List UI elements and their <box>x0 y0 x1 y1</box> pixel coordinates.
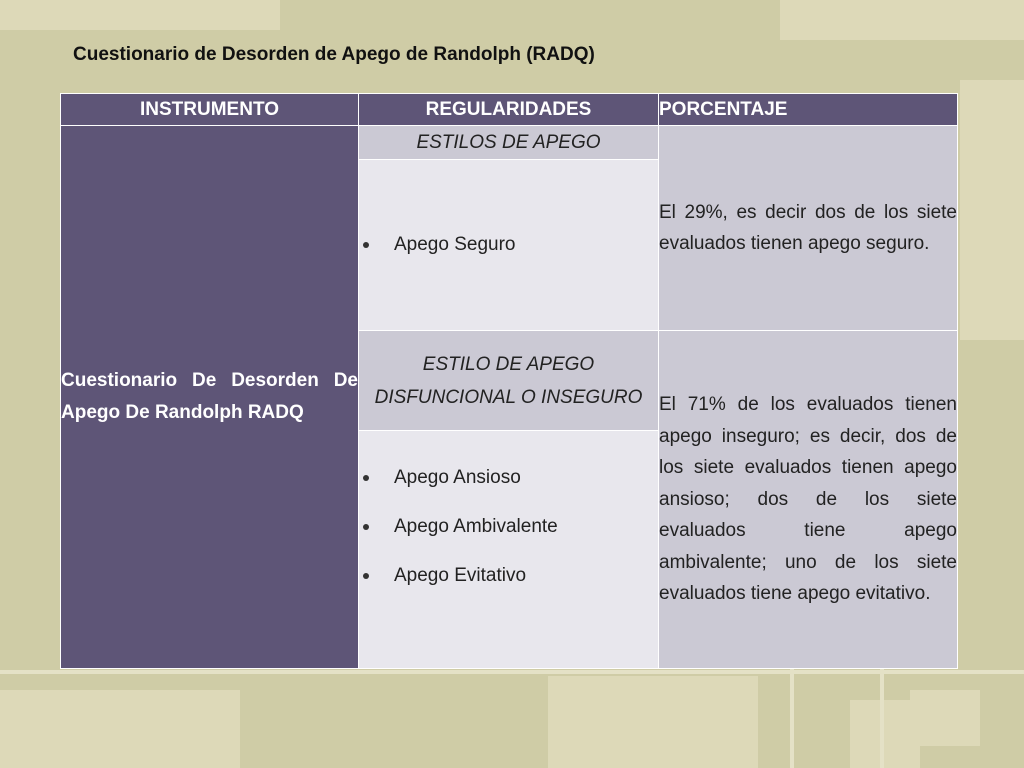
secure-percentage-text: El 29%, es decir dos de los siete evaluados tienen apego seguro. <box>659 126 958 331</box>
header-regularidades: REGULARIDADES <box>359 94 659 126</box>
list-item-label: Apego Ambivalente <box>394 515 558 537</box>
list-item <box>359 221 658 270</box>
insecure-style-heading: ESTILO DE APEGO DISFUNCIONAL O INSEGURO <box>359 331 659 431</box>
list-item <box>359 502 658 551</box>
background-shape <box>960 80 1024 340</box>
list-item-label: Apego Seguro <box>394 234 516 255</box>
background-shape <box>780 0 1024 40</box>
secure-style-list-cell <box>359 160 659 331</box>
list-item-label: Apego Ansioso <box>394 466 521 488</box>
insecure-style-list <box>359 453 658 600</box>
list-item <box>359 453 658 502</box>
secure-style-heading: ESTILOS DE APEGO <box>359 126 659 160</box>
bullet-icon <box>363 573 369 579</box>
header-instrumento: INSTRUMENTO <box>61 94 359 126</box>
page-title: Cuestionario de Desorden de Apego de Randolph (RADQ) <box>73 44 595 65</box>
secure-style-list <box>359 221 658 270</box>
header-porcentaje: PORCENTAJE <box>659 94 958 126</box>
table-row <box>61 126 958 160</box>
table-header-row <box>61 94 958 126</box>
background-shape <box>910 690 980 746</box>
bullet-icon <box>363 475 369 481</box>
background-shape <box>0 690 240 768</box>
background-line <box>0 670 1024 674</box>
list-item-label: Apego Evitativo <box>394 564 527 586</box>
instrument-cell: Cuestionario De Desorden De Apego De Randolph RADQ <box>61 126 359 669</box>
background-shape <box>0 0 280 30</box>
insecure-style-list-cell <box>359 431 659 669</box>
list-item <box>359 551 658 600</box>
background-shape <box>548 676 758 768</box>
bullet-icon <box>363 242 369 248</box>
bullet-icon <box>363 524 369 530</box>
insecure-percentage-text: El 71% de los evaluados tienen apego inseguro; es decir, dos de los siete evaluados tienen apego ansioso; dos de los siete evaluados tiene apego ambivalente; uno de los siete evaluados tiene apego evitativo. <box>659 331 958 669</box>
radq-results-table <box>60 93 958 669</box>
